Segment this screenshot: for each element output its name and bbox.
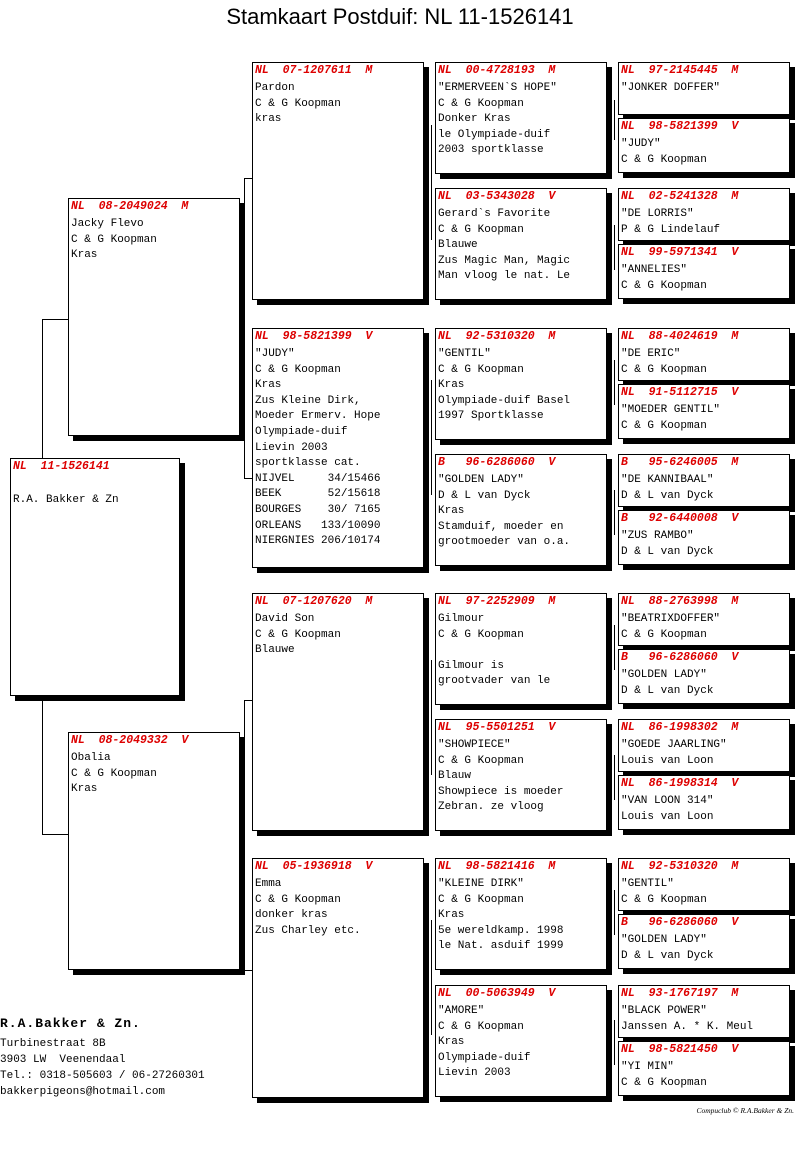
ring-number: B 96-6286060 V bbox=[621, 916, 739, 929]
owner-street: Turbinestraat 8B bbox=[0, 1038, 106, 1050]
pigeon-details bbox=[619, 471, 789, 504]
ring-number: NL 03-5343028 V bbox=[438, 190, 556, 203]
pigeon-card-gen4[interactable] bbox=[618, 775, 790, 830]
pigeon-detail-line: C & G Koopman bbox=[621, 363, 707, 376]
pigeon-detail-line: Lievin 2003 bbox=[438, 1067, 511, 1080]
pigeon-detail-line: "JUDY" bbox=[255, 348, 295, 360]
ring-number: B 95-6246005 M bbox=[621, 456, 739, 469]
pigeon-details bbox=[619, 527, 789, 560]
pigeon-detail-line: Kras bbox=[71, 783, 98, 796]
pigeon-detail-line: Gilmour bbox=[438, 613, 485, 625]
ring-number: NL 93-1767197 M bbox=[621, 987, 739, 1000]
pigeon-detail-line: Lievin 2003 bbox=[255, 441, 328, 454]
pigeon-card-father[interactable] bbox=[68, 198, 240, 436]
pigeon-card-fmf[interactable] bbox=[435, 328, 607, 440]
pigeon-details bbox=[11, 475, 179, 508]
page-title: Stamkaart Postduif: NL 11-1526141 bbox=[226, 4, 574, 29]
pigeon-detail-line: "GENTIL" bbox=[621, 878, 674, 890]
pigeon-detail-line: David Son bbox=[255, 613, 315, 625]
pigeon-detail-line: C & G Koopman bbox=[438, 754, 524, 767]
connector-line bbox=[431, 125, 432, 240]
ring-number: NL 00-5063949 V bbox=[438, 987, 556, 1000]
pigeon-detail-line: grootmoeder van o.a. bbox=[438, 536, 571, 549]
pigeon-detail-line: C & G Koopman bbox=[621, 893, 707, 906]
pigeon-detail-line: "YI MIN" bbox=[621, 1061, 674, 1073]
pigeon-card-fff[interactable] bbox=[435, 62, 607, 174]
pigeon-detail-line: D & L van Dyck bbox=[621, 684, 714, 697]
pigeon-detail-line: Janssen A. * K. Meul bbox=[621, 1020, 754, 1033]
pigeon-detail-line: Blauw bbox=[438, 770, 472, 783]
connector-line bbox=[614, 890, 615, 935]
pigeon-detail-line: Obalia bbox=[71, 752, 111, 764]
pigeon-detail-line: grootvader van le bbox=[438, 675, 551, 688]
ring-number: NL 98-5821416 M bbox=[438, 860, 556, 873]
pigeon-details bbox=[436, 1002, 606, 1082]
ring-number: NL 08-2049024 M bbox=[71, 200, 189, 213]
pigeon-detail-line: donker kras bbox=[255, 909, 328, 922]
ring-number: NL 11-1526141 bbox=[13, 460, 110, 473]
pigeon-details bbox=[436, 875, 606, 955]
pigeon-card-fmm[interactable] bbox=[435, 454, 607, 566]
pigeon-detail-line: Olympiade-duif Basel bbox=[438, 394, 571, 407]
pigeon-details bbox=[253, 345, 423, 550]
pigeon-details bbox=[619, 135, 789, 168]
ring-number: NL 97-2252909 M bbox=[438, 595, 556, 608]
pigeon-detail-line: Louis van Loon bbox=[621, 810, 714, 823]
pigeon-detail-line: Kras bbox=[438, 1036, 465, 1049]
ring-number: NL 98-5821399 V bbox=[621, 120, 739, 133]
pigeon-card-subject[interactable] bbox=[10, 458, 180, 696]
ring-number: NL 99-5971341 V bbox=[621, 246, 739, 259]
ring-number: B 96-6286060 V bbox=[621, 651, 739, 664]
pigeon-detail-line: D & L van Dyck bbox=[621, 949, 714, 962]
pigeon-detail-line: C & G Koopman bbox=[621, 1076, 707, 1089]
pigeon-detail-line: Zus Kleine Dirk, bbox=[255, 394, 361, 407]
connector-line bbox=[431, 380, 432, 495]
connector-line bbox=[431, 920, 432, 1035]
pigeon-details bbox=[436, 205, 606, 285]
pigeon-detail-line: 5e wereldkamp. 1998 bbox=[438, 924, 564, 937]
ring-number: B 96-6286060 V bbox=[438, 456, 556, 469]
footer-credit: Compuclub © R.A.Bakker & Zn. bbox=[696, 1106, 794, 1115]
pigeon-card-gen4[interactable] bbox=[618, 510, 790, 565]
pigeon-card-father-mother[interactable] bbox=[252, 328, 424, 568]
pigeon-detail-line: ORLEANS 133/10090 bbox=[255, 519, 381, 532]
pigeon-detail-line: Kras bbox=[71, 249, 98, 262]
pigeon-detail-line: Man vloog le nat. Le bbox=[438, 270, 571, 283]
pigeon-details bbox=[69, 215, 239, 264]
pigeon-detail-line: Kras bbox=[438, 909, 465, 922]
pigeon-card-gen4[interactable] bbox=[618, 454, 790, 507]
pigeon-detail-line: Olympiade-duif bbox=[438, 1051, 531, 1064]
pigeon-details bbox=[436, 345, 606, 425]
pigeon-details bbox=[619, 205, 789, 238]
pigeon-details bbox=[619, 401, 789, 434]
pigeon-card-mmm[interactable] bbox=[435, 985, 607, 1097]
ring-number: NL 07-1207620 M bbox=[255, 595, 373, 608]
pigeon-detail-line bbox=[11, 477, 179, 493]
pigeon-detail-line: "JUDY" bbox=[621, 138, 661, 150]
pigeon-details bbox=[253, 610, 423, 659]
pigeon-detail-line: kras bbox=[255, 113, 282, 126]
pigeon-details bbox=[253, 875, 423, 939]
ring-number: NL 07-1207611 M bbox=[255, 64, 373, 77]
pigeon-detail-line: Blauwe bbox=[255, 644, 295, 657]
pigeon-details bbox=[436, 610, 606, 690]
pigeon-detail-line: "ERMERVEEN`S HOPE" bbox=[438, 82, 557, 94]
pigeon-card-mother-father[interactable] bbox=[252, 593, 424, 831]
connector-line bbox=[42, 697, 43, 834]
owner-address bbox=[0, 1036, 205, 1100]
pigeon-detail-line: D & L van Dyck bbox=[438, 489, 531, 502]
connector-line bbox=[614, 100, 615, 140]
connector-line bbox=[244, 178, 245, 478]
owner-name: R.A.Bakker & Zn. bbox=[0, 1016, 141, 1031]
pigeon-details bbox=[619, 792, 789, 825]
pigeon-detail-line: C & G Koopman bbox=[438, 97, 524, 110]
pigeon-detail-line: Showpiece is moeder bbox=[438, 785, 564, 798]
pigeon-detail-line: C & G Koopman bbox=[621, 153, 707, 166]
ring-number: NL 92-5310320 M bbox=[621, 860, 739, 873]
pigeon-detail-line: NIJVEL 34/15466 bbox=[255, 472, 381, 485]
pigeon-details bbox=[619, 666, 789, 699]
pigeon-card-gen4[interactable] bbox=[618, 858, 790, 911]
pigeon-detail-line: C & G Koopman bbox=[621, 628, 707, 641]
pigeon-detail-line: "BLACK POWER" bbox=[621, 1005, 707, 1017]
ring-number: NL 05-1936918 V bbox=[255, 860, 373, 873]
pigeon-detail-line: "GOLDEN LADY" bbox=[621, 669, 707, 681]
pigeon-detail-line: "DE ERIC" bbox=[621, 348, 681, 360]
pigeon-detail-line: 2003 sportklasse bbox=[438, 144, 544, 157]
connector-line bbox=[614, 490, 615, 535]
pigeon-detail-line: Kras bbox=[438, 505, 465, 518]
pigeon-detail-line: Louis van Loon bbox=[621, 754, 714, 767]
pigeon-detail-line: "GOEDE JAARLING" bbox=[621, 739, 727, 751]
connector-line bbox=[614, 1020, 615, 1065]
pigeon-detail-line: "DE KANNIBAAL" bbox=[621, 474, 714, 486]
pigeon-card-gen4[interactable] bbox=[618, 914, 790, 969]
owner-email[interactable]: bakkerpigeons@hotmail.com bbox=[0, 1086, 166, 1098]
connector-line bbox=[614, 625, 615, 670]
ring-number: NL 88-4024619 M bbox=[621, 330, 739, 343]
ring-number: NL 91-5112715 V bbox=[621, 386, 739, 399]
pigeon-card-mother[interactable] bbox=[68, 732, 240, 970]
pigeon-detail-line: Donker Kras bbox=[438, 113, 511, 126]
ring-number: NL 08-2049332 V bbox=[71, 734, 189, 747]
pigeon-detail-line: D & L van Dyck bbox=[621, 489, 714, 502]
pigeon-card-gen4[interactable] bbox=[618, 649, 790, 704]
pigeon-detail-line: R.A. Bakker & Zn bbox=[13, 493, 119, 506]
connector-line bbox=[614, 225, 615, 270]
pigeon-details bbox=[619, 261, 789, 294]
connector-line bbox=[614, 755, 615, 800]
pigeon-detail-line: 1997 Sportklasse bbox=[438, 410, 544, 423]
pigeon-detail-line: le Olympiade-duif bbox=[438, 128, 551, 141]
pigeon-card-father-father[interactable] bbox=[252, 62, 424, 300]
ring-number: NL 86-1998302 M bbox=[621, 721, 739, 734]
pigeon-detail-line: "BEATRIXDOFFER" bbox=[621, 613, 721, 625]
ring-number: B 92-6440008 V bbox=[621, 512, 739, 525]
pigeon-detail-line: C & G Koopman bbox=[255, 628, 341, 641]
pigeon-details bbox=[619, 79, 789, 97]
pigeon-detail-line: C & G Koopman bbox=[255, 363, 341, 376]
pigeon-details bbox=[436, 471, 606, 551]
pigeon-card-mother-mother[interactable] bbox=[252, 858, 424, 1098]
pigeon-detail-line: C & G Koopman bbox=[621, 279, 707, 292]
pigeon-detail-line: Zus Charley etc. bbox=[255, 924, 361, 937]
pigeon-detail-line: C & G Koopman bbox=[255, 97, 341, 110]
pigeon-detail-line: "GENTIL" bbox=[438, 348, 491, 360]
pigeon-details bbox=[253, 79, 423, 128]
pigeon-detail-line: D & L van Dyck bbox=[621, 545, 714, 558]
pigeon-detail-line: Gilmour is bbox=[438, 659, 505, 672]
pigeon-details bbox=[619, 736, 789, 769]
pigeon-detail-line: NIERGNIES 206/10174 bbox=[255, 535, 381, 548]
pigeon-detail-line: Moeder Ermerv. Hope bbox=[255, 410, 381, 423]
ring-number: NL 98-5821399 V bbox=[255, 330, 373, 343]
ring-number: NL 95-5501251 V bbox=[438, 721, 556, 734]
pigeon-detail-line: Olympiade-duif bbox=[255, 425, 348, 438]
pigeon-detail-line: C & G Koopman bbox=[438, 363, 524, 376]
pigeon-details bbox=[436, 79, 606, 159]
pigeon-detail-line: Pardon bbox=[255, 82, 295, 94]
pigeon-detail-line: "SHOWPIECE" bbox=[438, 739, 511, 751]
pigeon-detail-line: C & G Koopman bbox=[438, 1020, 524, 1033]
pigeon-card-gen4[interactable] bbox=[618, 719, 790, 772]
pigeon-detail-line bbox=[436, 643, 606, 659]
pigeon-detail-line: C & G Koopman bbox=[438, 628, 524, 641]
pigeon-detail-line: Kras bbox=[255, 379, 282, 392]
pigeon-detail-line: "VAN LOON 314" bbox=[621, 795, 714, 807]
connector-line bbox=[42, 319, 43, 460]
owner-city: 3903 LW Veenendaal bbox=[0, 1054, 126, 1066]
connector-line bbox=[244, 700, 245, 970]
pigeon-detail-line: sportklasse cat. bbox=[255, 457, 361, 470]
pigeon-detail-line: Zus Magic Man, Magic bbox=[438, 254, 571, 267]
connector-line bbox=[42, 319, 70, 320]
owner-phone: Tel.: 0318-505603 / 06-27260301 bbox=[0, 1070, 205, 1082]
pigeon-detail-line: Jacky Flevo bbox=[71, 218, 144, 230]
pigeon-detail-line: "AMORE" bbox=[438, 1005, 485, 1017]
pigeon-card-mfm[interactable] bbox=[435, 719, 607, 831]
pigeon-card-gen4[interactable] bbox=[618, 62, 790, 115]
pigeon-detail-line: C & G Koopman bbox=[71, 767, 157, 780]
ring-number: NL 88-2763998 M bbox=[621, 595, 739, 608]
pigeon-detail-line: "GOLDEN LADY" bbox=[621, 934, 707, 946]
pigeon-details bbox=[619, 931, 789, 964]
pigeon-details bbox=[619, 1058, 789, 1091]
ring-number: NL 02-5241328 M bbox=[621, 190, 739, 203]
ring-number: NL 86-1998314 V bbox=[621, 777, 739, 790]
pigeon-detail-line: C & G Koopman bbox=[438, 223, 524, 236]
connector-line bbox=[431, 660, 432, 775]
pigeon-card-gen4[interactable] bbox=[618, 384, 790, 439]
pigeon-detail-line: "JONKER DOFFER" bbox=[621, 82, 721, 94]
pigeon-card-mmf[interactable] bbox=[435, 858, 607, 970]
pigeon-details bbox=[619, 610, 789, 643]
connector-line bbox=[42, 834, 70, 835]
pigeon-detail-line: BOURGES 30/ 7165 bbox=[255, 503, 381, 516]
pigeon-detail-line: C & G Koopman bbox=[71, 233, 157, 246]
pigeon-detail-line: "KLEINE DIRK" bbox=[438, 878, 524, 890]
pigeon-detail-line: "DE LORRIS" bbox=[621, 208, 694, 220]
pigeon-card-gen4[interactable] bbox=[618, 188, 790, 241]
ring-number: NL 00-4728193 M bbox=[438, 64, 556, 77]
pigeon-detail-line: "ANNELIES" bbox=[621, 264, 688, 276]
pigeon-detail-line: Kras bbox=[438, 379, 465, 392]
ring-number: NL 97-2145445 M bbox=[621, 64, 739, 77]
pigeon-detail-line: C & G Koopman bbox=[438, 893, 524, 906]
connector-line bbox=[614, 360, 615, 405]
pigeon-detail-line: BEEK 52/15618 bbox=[255, 488, 381, 501]
pigeon-detail-line: Zebran. ze vloog bbox=[438, 801, 544, 814]
pigeon-card-gen4[interactable] bbox=[618, 244, 790, 299]
pigeon-detail-line: "MOEDER GENTIL" bbox=[621, 404, 721, 416]
pigeon-details bbox=[619, 875, 789, 908]
pigeon-card-ffm[interactable] bbox=[435, 188, 607, 300]
pigeon-detail-line: Stamduif, moeder en bbox=[438, 520, 564, 533]
pigeon-card-gen4[interactable] bbox=[618, 985, 790, 1038]
pigeon-card-mff[interactable] bbox=[435, 593, 607, 705]
pigeon-detail-line: Blauwe bbox=[438, 239, 478, 252]
pigeon-detail-line: "ZUS RAMBO" bbox=[621, 530, 694, 542]
pigeon-detail-line: "GOLDEN LADY" bbox=[438, 474, 524, 486]
pigeon-card-gen4[interactable] bbox=[618, 118, 790, 173]
pigeon-detail-line: P & G Lindelauf bbox=[621, 223, 721, 236]
ring-number: NL 98-5821450 V bbox=[621, 1043, 739, 1056]
pigeon-detail-line: C & G Koopman bbox=[255, 893, 341, 906]
ring-number: NL 92-5310320 M bbox=[438, 330, 556, 343]
pigeon-card-gen4[interactable] bbox=[618, 1041, 790, 1096]
pigeon-detail-line: C & G Koopman bbox=[621, 419, 707, 432]
pigeon-details bbox=[69, 749, 239, 798]
pigeon-details bbox=[619, 345, 789, 378]
pigeon-detail-line: le Nat. asduif 1999 bbox=[438, 940, 564, 953]
pigeon-card-gen4[interactable] bbox=[618, 593, 790, 646]
pigeon-details bbox=[619, 1002, 789, 1035]
pigeon-details bbox=[436, 736, 606, 816]
pigeon-detail-line: Gerard`s Favorite bbox=[438, 208, 551, 220]
pigeon-card-gen4[interactable] bbox=[618, 328, 790, 381]
pigeon-detail-line: Emma bbox=[255, 878, 282, 890]
